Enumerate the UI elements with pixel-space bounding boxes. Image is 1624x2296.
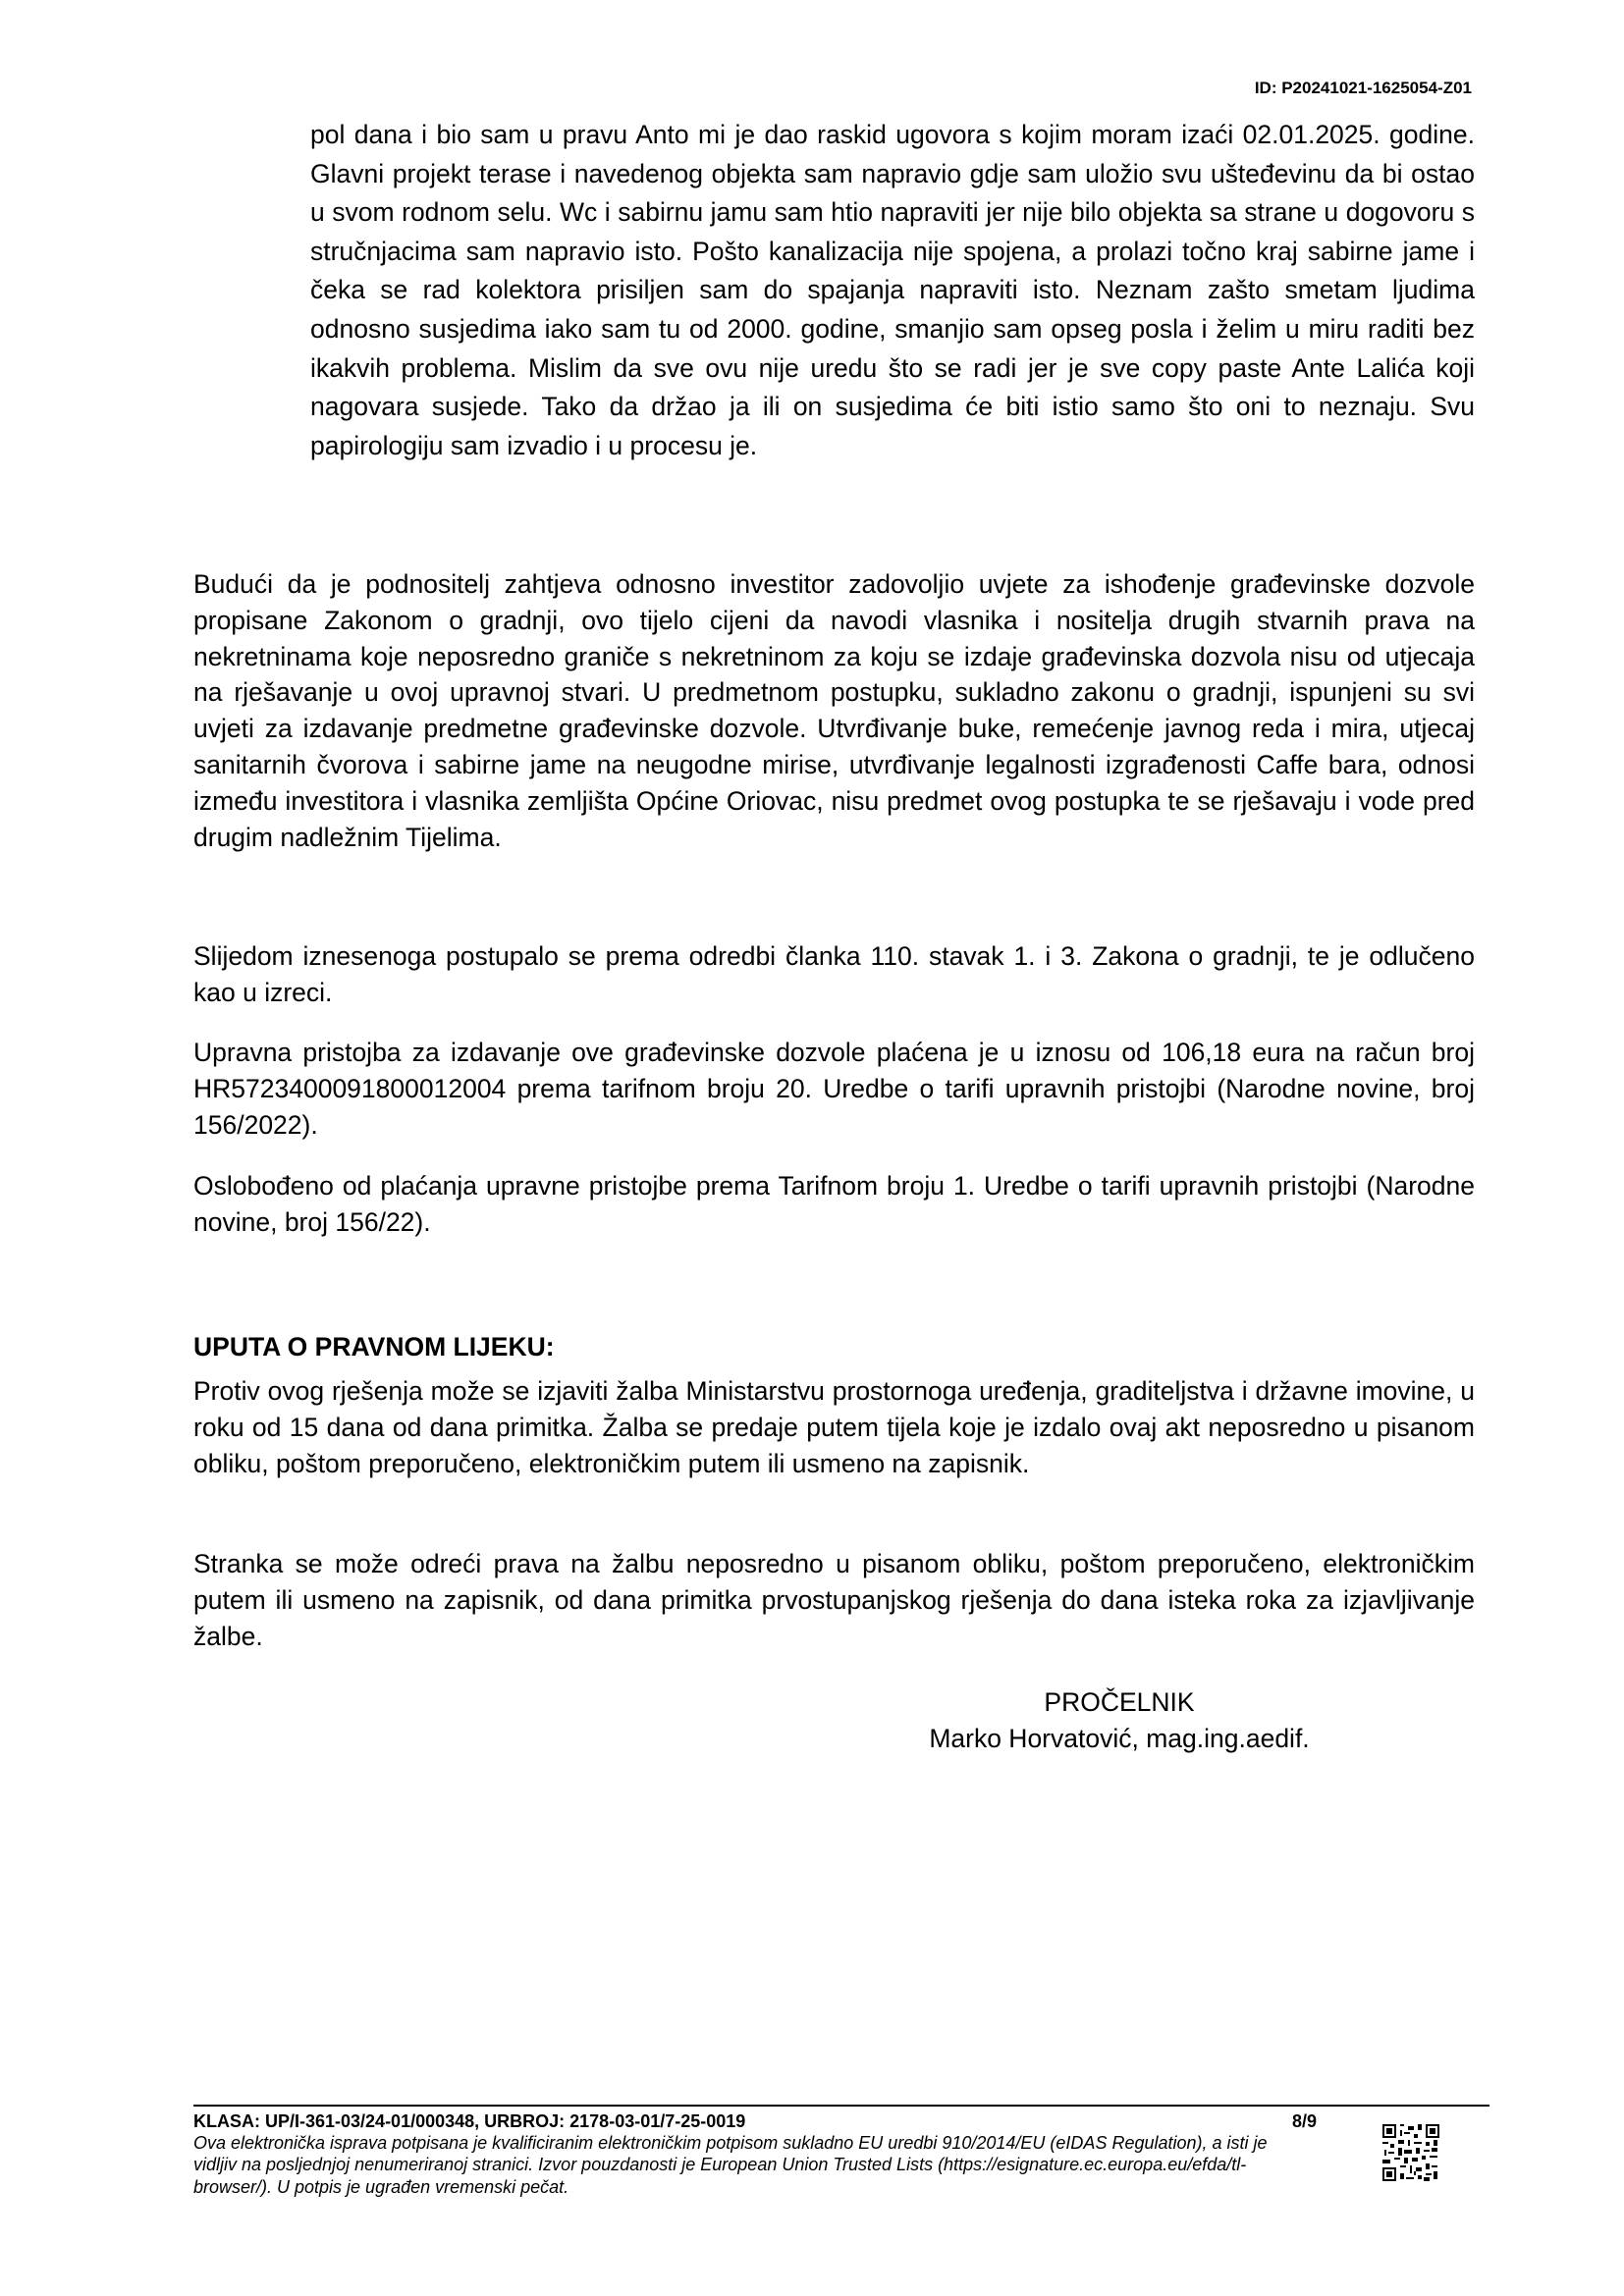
reasoning-paragraph-1: Budući da je podnositelj zahtjeva odnosno investitor zadovoljio uvjete za ishođenje građevinske dozvole propisane Zakonom o gradnji, ovo tijelo cijeni da navodi vlasnika i nositelja drugih stvarnih prava na nekretninama koje neposredno graniče s nekretninom za koju se izdaje građevinska dozvola nisu od utjecaja na rješavanje u ovoj upravnoj stvari. U predmetnom postupku, sukladno zakonu o gradnji, ispunjeni su svi uvjeti za izdavanje predmetne građevinske dozvole. Utvrđivanje buke, remećenje javnog reda i mira, utjecaj sanitarnih čvorova i sabirne jame na neugodne mirise, utvrđivanje legalnosti izgrađenosti Caffe bara, odnosi između investitora i vlasnika zemljišta Općine Oriovac, nisu predmet ovog postupka te se rješavaju i vode pred drugim nadležnim Tijelima. bbox=[193, 569, 1475, 852]
signature-block bbox=[825, 1684, 1414, 1757]
quoted-statement: pol dana i bio sam u pravu Anto mi je dao raskid ugovora s kojim moram izaći 02.01.2025. godine. Glavni projekt terase i navedenog objekta sam napravio gdje sam uložio svu ušteđevinu da bi ostao u svom rodnom selu. Wc i sabirnu jamu sam htio napraviti jer nije bilo objekta sa strane u dogovoru s stručnjacima sam napravio isto. Pošto kanalizacija nije spojena, a prolazi točno kraj sabirne jame i čeka se rad kolektora prisiljen sam do spajanja napraviti isto. Neznam zašto smetam ljudima odnosno susjedima iako sam tu od 2000. godine, smanjio sam opseg posla i želim u miru raditi bez ikakvih problema. Mislim da sve ovu nije uredu što se radi jer je sve copy paste Ante Lalića koji nagovara susjede. Tako da držao ja ili on susjedima će biti istio samo što oni to neznaju. Svu papirologiju sam izvadio i u procesu je. bbox=[310, 120, 1475, 460]
footer-divider bbox=[193, 2105, 1489, 2107]
signatory-title: PROČELNIK bbox=[1044, 1687, 1195, 1717]
legal-remedy-paragraph-1: Protiv ovog rješenja može se izjaviti žalba Ministarstvu prostornoga uređenja, graditeljstva i državne imovine, u roku od 15 dana od dana primitka. Žalba se predaje putem tijela koje je izdalo ovaj akt neposredno u pisanom obliku, poštom preporučeno, elektroničkim putem ili usmeno na zapisnik. bbox=[193, 1376, 1475, 1478]
reasoning-paragraph-2: Slijedom iznesenoga postupalo se prema odredbi članka 110. stavak 1. i 3. Zakona o gradnji, te je odlučeno kao u izreci. bbox=[193, 941, 1475, 1007]
legal-remedy-paragraph-2: Stranka se može odreći prava na žalbu neposredno u pisanom obliku, poštom preporučeno, elektroničkim putem ili usmeno na zapisnik, od dana primitka prvostupanjskog rješenja do dana isteka roka za izjavljivanje žalbe. bbox=[193, 1549, 1475, 1651]
qr-code-icon bbox=[1382, 2124, 1439, 2181]
document-id: ID: P20241021-1625054-Z01 bbox=[1254, 79, 1472, 97]
e-signature-note: Ova elektronička isprava potpisana je kvalificiranim elektroničkim potpisom sukladno EU uredbi 910/2014/EU (eIDAS Regulation), a isti je vidljiv na posljednjoj nenumeriranoj stranici. Izvor pouzdanosti je European Union Trusted Lists (https://esignature.ec.europa.eu/efda/tl-browser/). U potpis je ugrađen vremenski pečat. bbox=[193, 2133, 1268, 2197]
footer-klasa: KLASA: UP/I-361-03/24-01/000348, URBROJ: 2178-03-01/7-25-0019 bbox=[193, 2111, 746, 2131]
legal-remedy-heading: UPUTA O PRAVNOM LIJEKU: bbox=[193, 1332, 555, 1362]
page-number: 8/9 bbox=[1292, 2111, 1318, 2131]
fee-paragraph: Upravna pristojba za izdavanje ove građevinske dozvole plaćena je u iznosu od 106,18 eura na račun broj HR5723400091800012004 prema tarifnom broju 20. Uredbe o tarifi upravnih pristojbi (Narodne novine, broj 156/2022). bbox=[193, 1038, 1475, 1140]
exemption-paragraph: Oslobođeno od plaćanja upravne pristojbe prema Tarifnom broju 1. Uredbe o tarifi upravnih pristojbi (Narodne novine, broj 156/22). bbox=[193, 1171, 1475, 1237]
signatory-name: Marko Horvatović, mag.ing.aedif. bbox=[929, 1724, 1310, 1753]
